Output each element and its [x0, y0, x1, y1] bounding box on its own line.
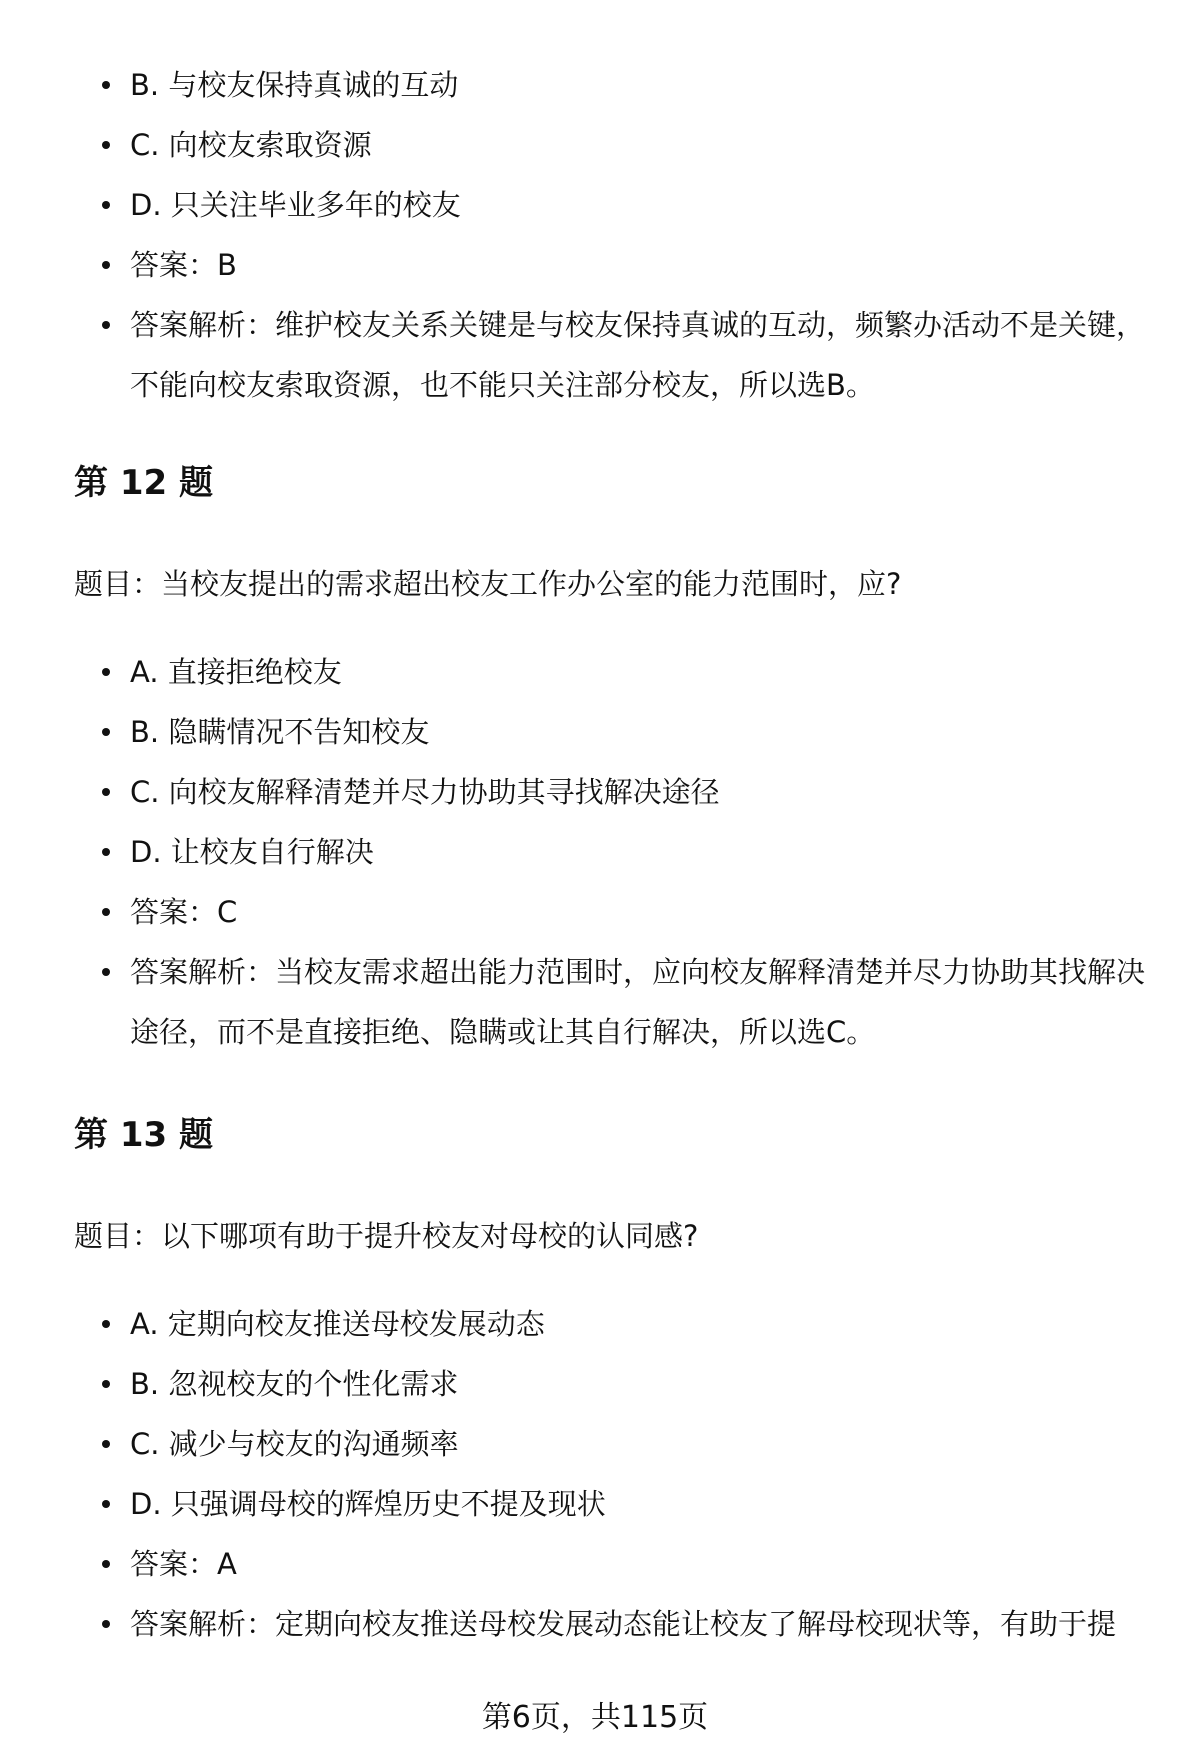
question-heading: 第 12 题	[74, 463, 213, 503]
bullet-icon	[102, 261, 110, 269]
list-item	[0, 642, 1190, 702]
answer-text: 答案：B	[130, 248, 237, 282]
question-stem: 题目：当校友提出的需求超出校友工作办公室的能力范围时，应?	[74, 567, 902, 601]
bullet-icon	[102, 81, 110, 89]
list-item	[0, 235, 1190, 295]
bullet-icon	[102, 788, 110, 796]
bullet-icon	[102, 908, 110, 916]
bullet-icon	[102, 1320, 110, 1328]
option-text: D. 让校友自行解决	[130, 835, 374, 869]
option-text: B. 与校友保持真诚的互动	[130, 68, 459, 102]
option-text: B. 隐瞒情况不告知校友	[130, 715, 430, 749]
list-item	[0, 1414, 1190, 1474]
answer-text: 答案：C	[130, 895, 238, 929]
q11-option-list	[0, 55, 1190, 415]
bullet-icon	[102, 668, 110, 676]
answer-text: 答案：A	[130, 1547, 237, 1581]
q12-option-list	[0, 642, 1190, 1062]
bullet-icon	[102, 201, 110, 209]
list-item	[0, 295, 1190, 415]
bullet-icon	[102, 1380, 110, 1388]
bullet-icon	[102, 728, 110, 736]
option-text: B. 忽视校友的个性化需求	[130, 1367, 459, 1401]
option-text: C. 向校友解释清楚并尽力协助其寻找解决途径	[130, 775, 720, 809]
option-text: C. 减少与校友的沟通频率	[130, 1427, 459, 1461]
bullet-icon	[102, 848, 110, 856]
option-text: A. 定期向校友推送母校发展动态	[130, 1307, 545, 1341]
question-stem: 题目：以下哪项有助于提升校友对母校的认同感?	[74, 1219, 699, 1253]
analysis-text: 答案解析：定期向校友推送母校发展动态能让校友了解母校现状等，有助于提	[130, 1607, 1117, 1641]
list-item	[0, 55, 1190, 115]
list-item	[0, 175, 1190, 235]
list-item	[0, 1534, 1190, 1594]
bullet-icon	[102, 141, 110, 149]
list-item	[0, 942, 1190, 1062]
list-item	[0, 1354, 1190, 1414]
bullet-icon	[102, 1620, 110, 1628]
list-item	[0, 115, 1190, 175]
bullet-icon	[102, 1500, 110, 1508]
q13-option-list	[0, 1294, 1190, 1654]
list-item	[0, 1294, 1190, 1354]
page-number: 第6页，共115页	[481, 1700, 709, 1735]
analysis-text: 答案解析：维护校友关系关键是与校友保持真诚的互动，频繁办活动不是关键，不能向校友索取资源，也不能只关注部分校友，所以选B。	[130, 308, 1146, 402]
list-item	[0, 822, 1190, 882]
option-text: A. 直接拒绝校友	[130, 655, 342, 689]
option-text: C. 向校友索取资源	[130, 128, 372, 162]
option-text: D. 只强调母校的辉煌历史不提及现状	[130, 1487, 606, 1521]
bullet-icon	[102, 321, 110, 329]
question-heading: 第 13 题	[74, 1115, 213, 1155]
bullet-icon	[102, 968, 110, 976]
bullet-icon	[102, 1440, 110, 1448]
list-item	[0, 1474, 1190, 1534]
bullet-icon	[102, 1560, 110, 1568]
option-text: D. 只关注毕业多年的校友	[130, 188, 461, 222]
list-item	[0, 762, 1190, 822]
list-item	[0, 1594, 1190, 1654]
analysis-text: 答案解析：当校友需求超出能力范围时，应向校友解释清楚并尽力协助其找解决途径，而不是直接拒绝、隐瞒或让其自行解决，所以选C。	[130, 955, 1146, 1049]
list-item	[0, 882, 1190, 942]
list-item	[0, 702, 1190, 762]
